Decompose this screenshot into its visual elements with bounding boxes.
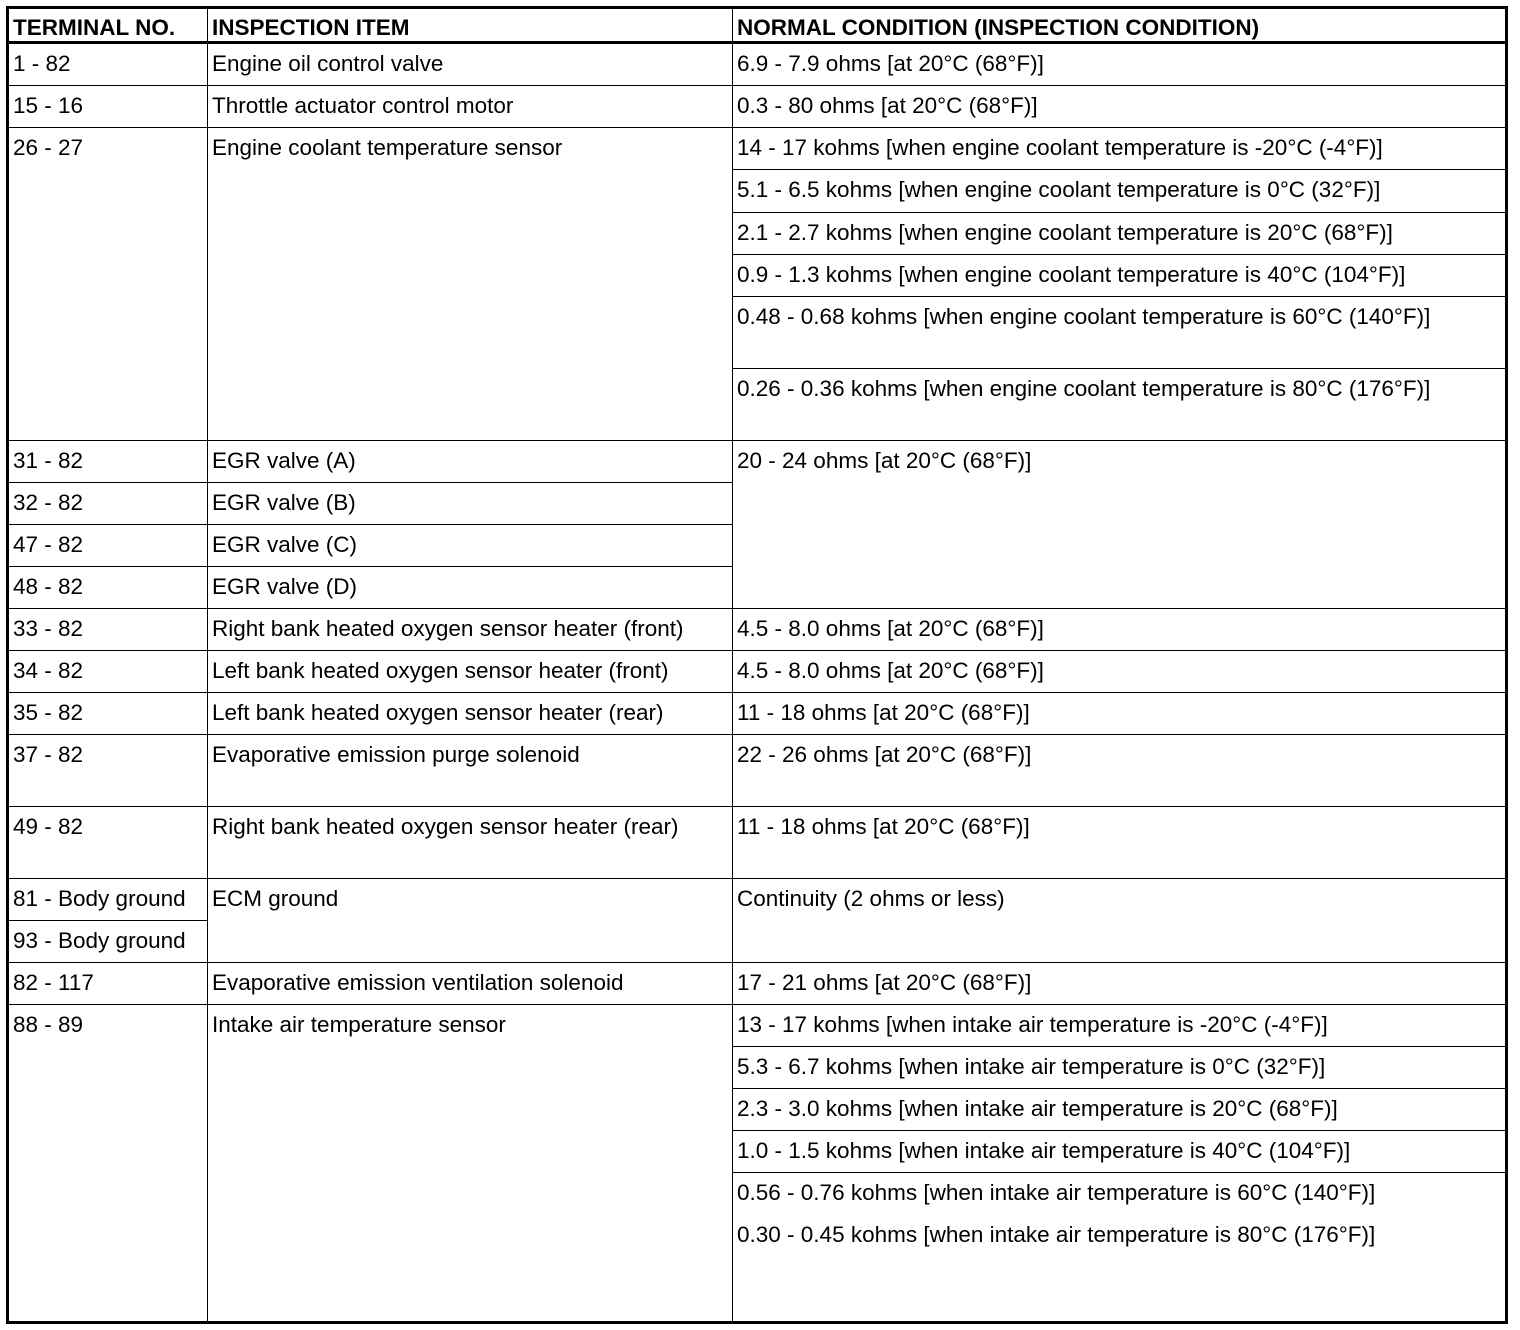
inspection-item-cell: EGR valve (D): [208, 567, 733, 609]
inspection-item-cell: Throttle actuator control motor: [208, 86, 733, 128]
terminal-cell: 32 - 82: [9, 483, 208, 525]
condition-cell: 2.1 - 2.7 kohms [when engine coolant temperature is 20°C (68°F)]: [733, 213, 1505, 255]
terminal-cell: 48 - 82: [9, 567, 208, 609]
inspection-item-cell: ECM ground: [208, 879, 733, 963]
condition-cell: 17 - 21 ohms [at 20°C (68°F)]: [733, 963, 1505, 1005]
condition-cell: 2.3 - 3.0 kohms [when intake air temperature is 20°C (68°F)]: [733, 1089, 1505, 1131]
terminal-cell: 35 - 82: [9, 693, 208, 735]
inspection-item-cell: Intake air temperature sensor: [208, 1005, 733, 1321]
inspection-item-cell: EGR valve (B): [208, 483, 733, 525]
terminal-cell: 82 - 117: [9, 963, 208, 1005]
inspection-item-cell: EGR valve (C): [208, 525, 733, 567]
condition-cell: 0.26 - 0.36 kohms [when engine coolant temperature is 80°C (176°F)]: [733, 369, 1505, 441]
terminal-cell: 26 - 27: [9, 128, 208, 441]
terminal-cell: 81 - Body ground: [9, 879, 208, 921]
inspection-item-cell: Left bank heated oxygen sensor heater (front): [208, 651, 733, 693]
header-inspection-item: INSPECTION ITEM: [208, 9, 733, 44]
condition-cell: 13 - 17 kohms [when intake air temperature is -20°C (-4°F)]: [733, 1005, 1505, 1047]
inspection-item-cell: Engine oil control valve: [208, 44, 733, 86]
condition-cell: 5.1 - 6.5 kohms [when engine coolant temperature is 0°C (32°F)]: [733, 170, 1505, 213]
inspection-item-cell: Evaporative emission purge solenoid: [208, 735, 733, 807]
terminal-cell: 33 - 82: [9, 609, 208, 651]
condition-cell: 0.9 - 1.3 kohms [when engine coolant temperature is 40°C (104°F)]: [733, 255, 1505, 297]
inspection-item-cell: EGR valve (A): [208, 441, 733, 483]
condition-cell: 4.5 - 8.0 ohms [at 20°C (68°F)]: [733, 651, 1505, 693]
condition-cell: 4.5 - 8.0 ohms [at 20°C (68°F)]: [733, 609, 1505, 651]
condition-cell: 5.3 - 6.7 kohms [when intake air temperature is 0°C (32°F)]: [733, 1047, 1505, 1089]
condition-cell: 11 - 18 ohms [at 20°C (68°F)]: [733, 807, 1505, 879]
condition-cell: 14 - 17 kohms [when engine coolant temperature is -20°C (-4°F)]: [733, 128, 1505, 170]
terminal-cell: 93 - Body ground: [9, 921, 208, 963]
condition-cell: 1.0 - 1.5 kohms [when intake air temperature is 40°C (104°F)]: [733, 1131, 1505, 1173]
condition-cell: 0.56 - 0.76 kohms [when intake air temperature is 60°C (140°F)]: [737, 1180, 1376, 1205]
inspection-item-cell: Engine coolant temperature sensor: [208, 128, 733, 441]
inspection-table: [6, 6, 1508, 1324]
condition-cell: 0.30 - 0.45 kohms [when intake air temperature is 80°C (176°F)]: [737, 1222, 1376, 1247]
header-terminal: TERMINAL NO.: [9, 9, 208, 44]
terminal-cell: 34 - 82: [9, 651, 208, 693]
inspection-item-cell: Evaporative emission ventilation solenoid: [208, 963, 733, 1005]
terminal-cell: 15 - 16: [9, 86, 208, 128]
terminal-cell: 1 - 82: [9, 44, 208, 86]
terminal-cell: 49 - 82: [9, 807, 208, 879]
condition-cell: 11 - 18 ohms [at 20°C (68°F)]: [733, 693, 1505, 735]
terminal-cell: 47 - 82: [9, 525, 208, 567]
table-grid: [9, 9, 1505, 1321]
terminal-cell: 31 - 82: [9, 441, 208, 483]
condition-cell: 6.9 - 7.9 ohms [at 20°C (68°F)]: [733, 44, 1505, 86]
terminal-cell: 37 - 82: [9, 735, 208, 807]
terminal-cell: 88 - 89: [9, 1005, 208, 1321]
condition-cell: Continuity (2 ohms or less): [733, 879, 1505, 963]
inspection-item-cell: Left bank heated oxygen sensor heater (rear): [208, 693, 733, 735]
condition-cell: 0.3 - 80 ohms [at 20°C (68°F)]: [733, 86, 1505, 128]
inspection-item-cell: Right bank heated oxygen sensor heater (rear): [208, 807, 733, 879]
condition-cell: 22 - 26 ohms [at 20°C (68°F)]: [733, 735, 1505, 807]
header-normal-condition: NORMAL CONDITION (INSPECTION CONDITION): [733, 9, 1505, 44]
inspection-item-cell: Right bank heated oxygen sensor heater (front): [208, 609, 733, 651]
condition-cell: 0.48 - 0.68 kohms [when engine coolant temperature is 60°C (140°F)]: [733, 297, 1505, 369]
condition-cell: 20 - 24 ohms [at 20°C (68°F)]: [733, 441, 1505, 609]
